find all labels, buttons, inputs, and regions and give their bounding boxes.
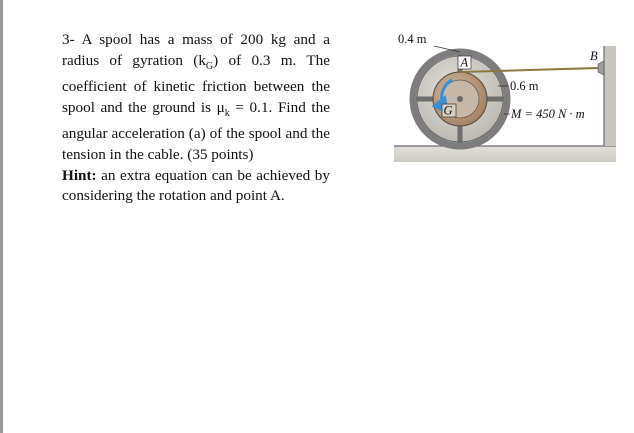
- mu-subscript: k: [224, 107, 230, 119]
- center-pin: [457, 96, 463, 102]
- hint-label: Hint:: [62, 166, 97, 184]
- right-wall: [604, 46, 616, 146]
- kg-subscript: G: [205, 60, 214, 72]
- problem-statement: [62, 30, 330, 207]
- problem-text-end: = 0.1. Find the angular acceleration (a) of the spool and the tension in the cable. (35 points): [62, 98, 330, 164]
- inner-radius-label: 0.6 m: [510, 79, 539, 93]
- moment-label: M = 450 N · m: [511, 107, 585, 121]
- wall-anchor: [598, 61, 604, 75]
- left-page-rule: [0, 0, 3, 433]
- spool-figure: [394, 28, 616, 168]
- problem-text-mid: ) of 0.3 m. The coefficient of kinetic friction between the spool and the ground is μ: [62, 51, 330, 116]
- point-a-label: A: [460, 55, 469, 70]
- point-b-label: B: [590, 49, 598, 63]
- ground-surface: [394, 146, 616, 162]
- problem-text-start: 3- A spool has a mass of 200 kg and a radius of gyration (k: [62, 31, 330, 69]
- hint-text: an extra equation can be achieved by considering the rotation and point A.: [62, 166, 330, 205]
- point-g-label: G: [443, 103, 453, 118]
- outer-radius-label: 0.4 m: [398, 32, 427, 46]
